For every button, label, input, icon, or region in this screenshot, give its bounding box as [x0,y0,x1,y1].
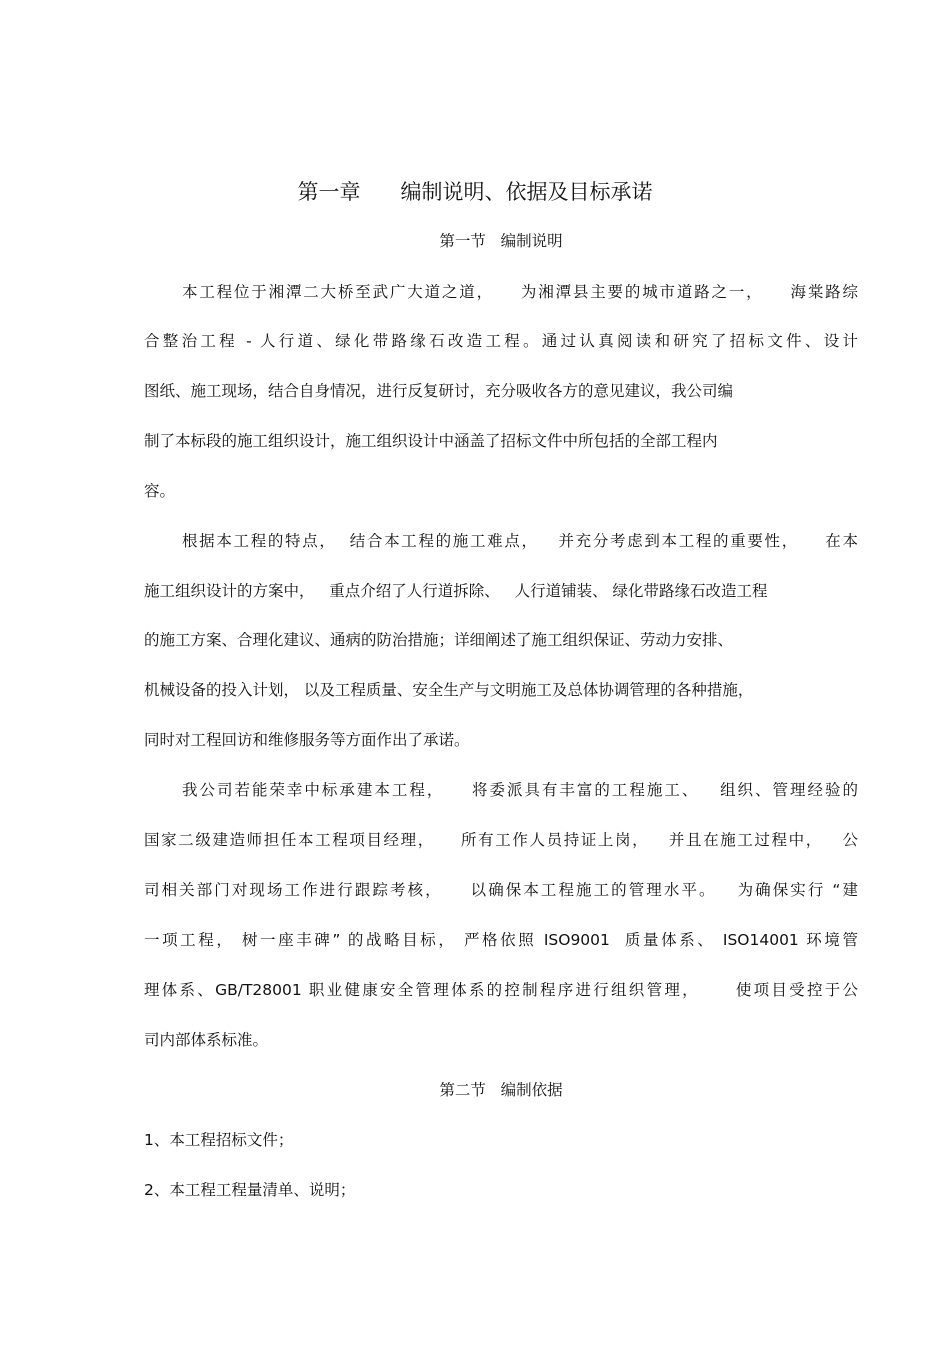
paragraph-line: 制了本标段的施工组织设计，施工组织设计中涵盖了招标文件中所包括的全部工程内 [144,432,718,450]
list-item: 1、本工程招标文件； [144,1131,294,1149]
paragraph-line: 理体系、GB/T28001 职业健康安全管理体系的控制程序进行组织管理， 使项目受控于公 [144,981,858,999]
paragraph-line: 同时对工程回访和维修服务等方面作出了承诺。 [144,731,470,749]
paragraph-line: 司相关部门对现场工作进行跟踪考核， 以确保本工程施工的管理水平。 为确保实行 “建 [144,881,858,899]
paragraph-line: 根据本工程的特点， 结合本工程的施工难点， 并充分考虑到本工程的重要性， 在本 [182,532,858,550]
list-item: 2、本工程工程量清单、说明； [144,1181,356,1199]
paragraph-line: 司内部体系标准。 [144,1031,269,1049]
paragraph-line: 图纸、施工现场，结合自身情况，进行反复研讨，充分吸收各方的意见建议，我公司编 [144,382,734,400]
section-heading-compilation-notes: 第一节 编制说明 [439,232,563,250]
section-heading-compilation-basis: 第二节 编制依据 [439,1081,563,1099]
paragraph-line: 国家二级建造师担任本工程项目经理， 所有工作人员持证上岗， 并且在施工过程中， 公 [144,831,858,849]
paragraph-line: 施工组织设计的方案中， 重点介绍了人行道拆除、 人行道铺装、 绿化带路缘石改造工程 [144,582,768,600]
paragraph-line: 合整治工程 - 人行道、绿化带路缘石改造工程。通过认真阅读和研究了招标文件、设计 [144,332,858,350]
paragraph-line: 我公司若能荣幸中标承建本工程， 将委派具有丰富的工程施工、 组织、管理经验的 [182,781,858,799]
chapter-title: 第一章 编制说明、依据及目标承诺 [297,180,653,204]
paragraph-line: 容。 [144,482,176,500]
paragraph-line: 本工程位于湘潭二大桥至武广大道之道， 为湘潭县主要的城市道路之一， 海棠路综 [182,283,858,301]
paragraph-line: 的施工方案、合理化建议、通病的防治措施；详细阐述了施工组织保证、劳动力安排、 [144,631,734,649]
paragraph-line: 机械设备的投入计划， 以及工程质量、安全生产与文明施工及总体协调管理的各种措施， [144,681,754,699]
paragraph-line: 一项工程， 树一座丰碑” 的战略目标， 严格依照 ISO9001 质量体系、 ISO14001 环境管 [144,931,858,949]
